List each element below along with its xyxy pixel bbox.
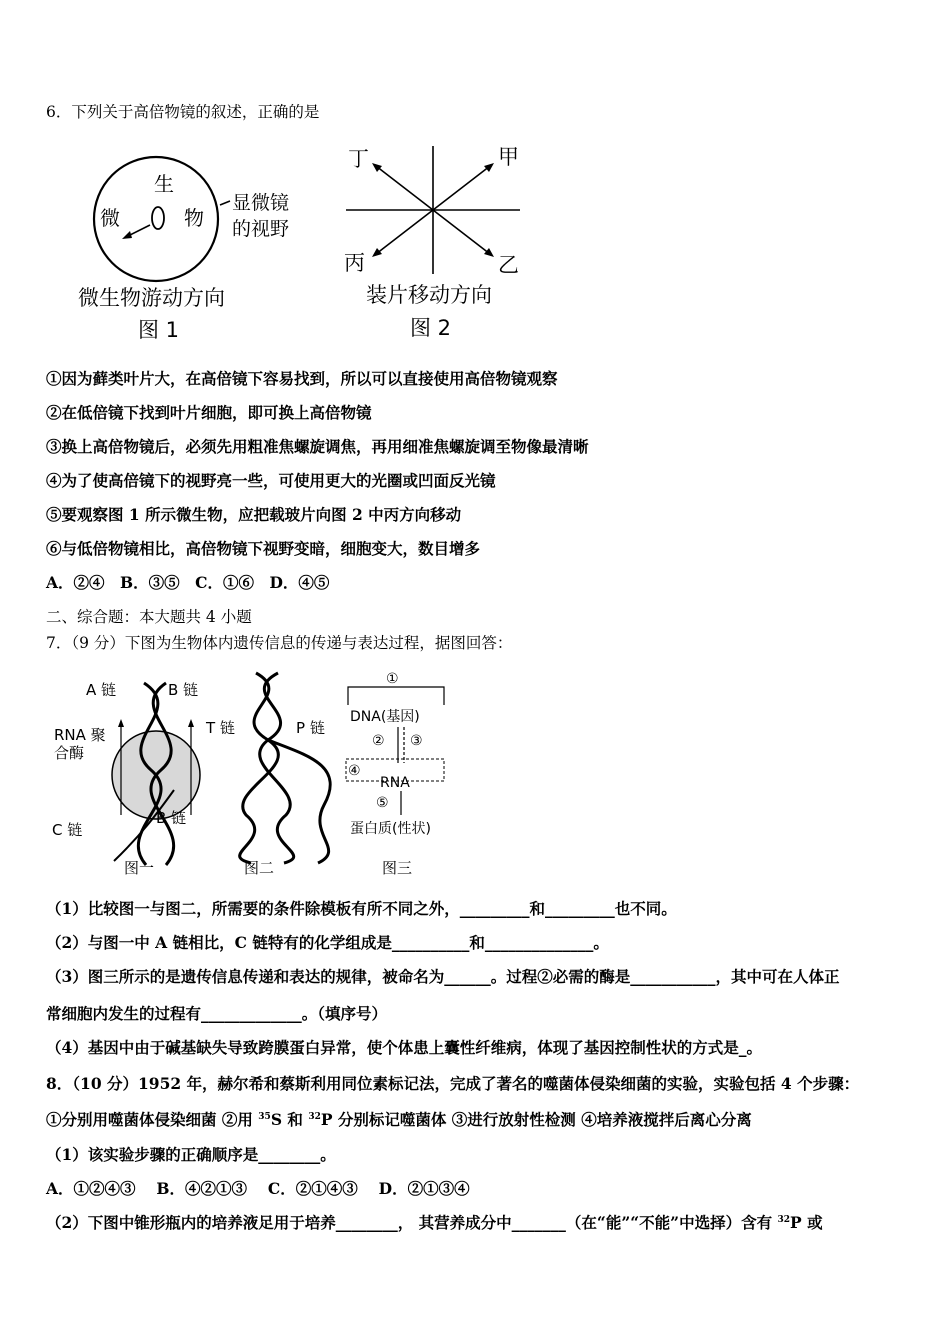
figure-1-title: 图 1: [138, 318, 180, 342]
figure-2-slide-directions: [340, 142, 540, 345]
q7-subquestion-4: （4）基因中由于碱基缺失导致跨膜蛋白异常，使个体患上囊性纤维病，体现了基因控制性状的方式是_。: [46, 1038, 763, 1057]
phosphorus-32-superscript-2: 32: [777, 1215, 791, 1225]
figure-one-title: 图一: [124, 859, 155, 877]
swim-arrow-head: [122, 231, 132, 239]
arrow-ding-head: [372, 163, 382, 172]
label-p-chain: P 链: [296, 719, 325, 737]
q8-subquestion-2: [46, 1213, 823, 1233]
label-pointer-line: [220, 201, 230, 205]
section-2-heading: 二、综合题：本大题共 4 小题: [46, 608, 252, 626]
q7-subquestion-3b: 常细胞内发生的过程有_____________。（填序号）: [46, 1004, 388, 1023]
field-label-1: 显微镜: [232, 192, 290, 214]
process-3-label: ③: [410, 733, 423, 749]
q8-stem: 8．（10 分）1952 年，赫尔希和蔡斯利用同位素标记法，完成了著名的噬菌体侵染细菌的实验，实验包括 4 个步骤：: [46, 1074, 860, 1093]
arrow-jia: [433, 166, 490, 210]
q8-subquestion-2-text: （2）下图中锥形瓶内的培养液足用于培养________， 其营养成分中_______（在“能”“不能”中选择）含有: [46, 1213, 778, 1232]
figure-genetic-information: [46, 665, 466, 880]
protein-trait-label: 蛋白质(性状): [350, 821, 431, 837]
q6-option-6: ⑥与低倍物镜相比，高倍物镜下视野变暗，细胞变大，数目增多: [46, 539, 481, 558]
process-4-label: ④: [348, 763, 361, 779]
dna-gene-label: DNA(基因): [350, 709, 420, 725]
arrow-jia-head: [484, 163, 494, 172]
direction-arrowhead-right: [188, 719, 194, 727]
label-b-chain-top: B 链: [168, 681, 199, 699]
direction-jia-label: 甲: [498, 145, 519, 169]
q8-steps-part-c: P 分别标记噬菌体 ③进行放射性检测 ④培养液搅拌后离心分离: [320, 1110, 752, 1129]
replication-loop: [348, 687, 444, 705]
q8-steps-part-a: ①分别用噬菌体侵染细菌 ②用: [46, 1110, 259, 1129]
process-5-label: ⑤: [376, 795, 389, 811]
q6-option-3: ③换上高倍物镜后，必须先用粗准焦螺旋调焦，再用细准焦螺旋调至物像最清晰: [46, 437, 589, 456]
arrow-yi: [433, 210, 490, 254]
genetic-figure-drawing: [46, 665, 466, 880]
strand-t: [240, 673, 279, 863]
field-label-2: 的视野: [232, 218, 290, 240]
q7-subquestion-1: （1）比较图一与图二，所需要的条件除模板有所不同之外，_________和_________也不同。: [46, 899, 677, 918]
figure-two-title: 图二: [244, 859, 275, 877]
q8-steps: [46, 1110, 752, 1130]
q7-subquestion-3a: （3）图三所示的是遗传信息传递和表达的规律，被命名为______。过程②必需的酶是___________，其中可在人体正: [46, 967, 840, 986]
label-a-chain: A 链: [86, 681, 117, 699]
q6-stem: 6．下列关于高倍物镜的叙述，正确的是: [46, 103, 320, 121]
figure-2-drawing: [340, 142, 540, 345]
microorganism-shape: [152, 207, 164, 229]
figure-2-title: 图 2: [410, 316, 452, 340]
arrow-bing: [376, 210, 433, 254]
arrow-bing-head: [372, 248, 382, 257]
q7-stem: 7．（9 分）下图为生物体内遗传信息的传递与表达过程，据图回答：: [46, 634, 513, 652]
direction-arrowhead-left: [118, 719, 124, 727]
q8-subquestion-1: （1）该实验步骤的正确顺序是________。: [46, 1145, 336, 1164]
label-rna-polymerase-2: 合酶: [54, 744, 85, 762]
direction-bing-label: 丙: [344, 251, 365, 275]
figure-1-drawing: [70, 145, 330, 345]
q7-subquestion-2: （2）与图一中 A 链相比，C 链特有的化学组成是__________和______________。: [46, 933, 609, 952]
q6-choices: A．②④ B．③⑤ C．①⑥ D．④⑤: [46, 573, 330, 592]
ring-char-3: 物: [184, 206, 204, 230]
process-2-label: ②: [372, 733, 385, 749]
direction-ding-label: 丁: [348, 147, 369, 171]
sulfur-35-superscript: 35: [258, 1112, 271, 1122]
label-t-chain: T 链: [206, 719, 235, 737]
rna-label: RNA: [380, 775, 410, 791]
q6-option-5: ⑤要观察图 1 所示微生物，应把载玻片向图 2 中丙方向移动: [46, 505, 462, 524]
label-c-chain: C 链: [52, 821, 83, 839]
figure-three-title: 图三: [382, 859, 413, 877]
figure-2-caption: 装片移动方向: [366, 283, 492, 307]
q6-option-2: ②在低倍镜下找到叶片细胞，即可换上高倍物镜: [46, 403, 372, 422]
q6-option-4: ④为了使高倍镜下的视野亮一些，可使用更大的光圈或凹面反光镜: [46, 471, 496, 490]
q8-steps-part-b: S 和: [270, 1110, 309, 1129]
q8-subquestion-2-tail: P 或: [790, 1213, 823, 1232]
process-1-label: ①: [386, 671, 399, 687]
q8-choices: A．①②④③ B．④②①③ C．②①④③ D．②①③④: [46, 1179, 470, 1198]
figure-1-caption: 微生物游动方向: [78, 286, 225, 310]
label-b-chain-bottom: B 链: [156, 809, 187, 827]
ring-char-2: 微: [100, 206, 120, 230]
figure-1-microscope-view: [70, 145, 330, 345]
arrow-yi-head: [484, 248, 494, 257]
direction-yi-label: 乙: [498, 253, 519, 277]
phosphorus-32-superscript: 32: [308, 1112, 321, 1122]
q6-option-1: ①因为藓类叶片大，在高倍镜下容易找到，所以可以直接使用高倍物镜观察: [46, 369, 558, 388]
arrow-ding: [376, 166, 433, 210]
label-rna-polymerase-1: RNA 聚: [54, 726, 106, 744]
ring-char-1: 生: [154, 172, 174, 196]
